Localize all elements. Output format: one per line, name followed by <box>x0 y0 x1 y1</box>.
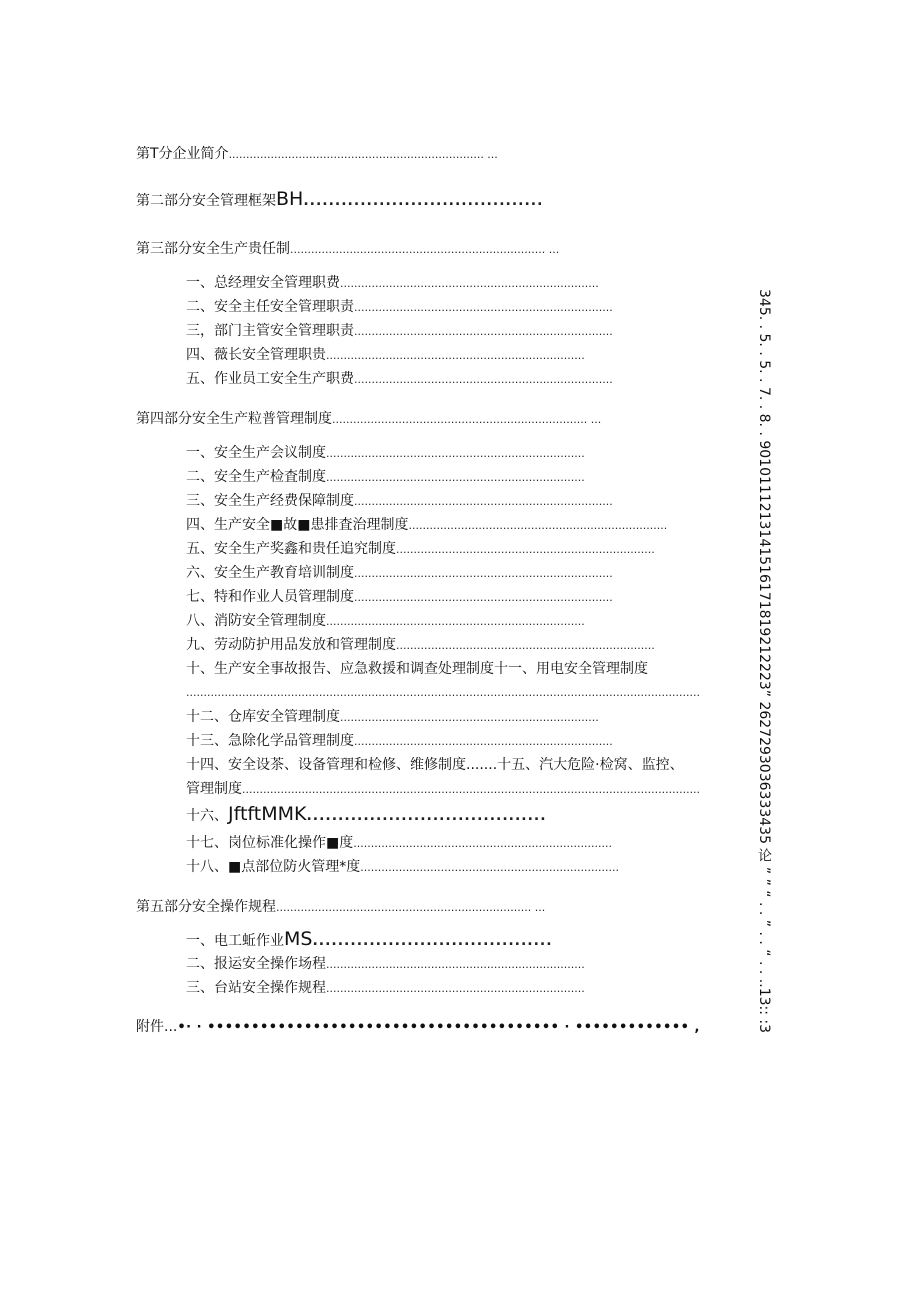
leader-dots: .......................................................................... <box>326 471 585 484</box>
toc-item <box>186 588 613 607</box>
leader-dots: .......................................................................... <box>396 543 655 556</box>
toc-item-label: 三、台站安全操作规程 <box>186 980 326 996</box>
toc-part5 <box>136 898 544 917</box>
toc-item-label: 十八、■点部位防火管理*度 <box>186 859 361 875</box>
leader-dots: .......................................................................... <box>354 495 613 508</box>
toc-item-label: 一、安全生产会议制度 <box>186 445 326 461</box>
toc-item-label: 二、安全主任安全管理职责 <box>186 299 354 315</box>
leader-dots: .......................................................................... <box>354 735 613 748</box>
toc-item <box>186 858 619 877</box>
leader-dots: ......................................................................... ... <box>332 413 602 426</box>
toc-item-10-11 <box>186 660 648 678</box>
toc-item <box>186 540 655 559</box>
toc-part2-suffix: BH <box>276 188 304 210</box>
toc-item-suffix: MS <box>284 928 313 950</box>
toc-part1 <box>136 145 551 164</box>
leader-dots: ......................................................................... ... <box>290 243 560 256</box>
toc-item <box>186 468 585 487</box>
leader-dots: .......................................................................... <box>396 639 655 652</box>
toc-item <box>186 564 613 583</box>
toc-part2-title: 第二部分安全管理框架 <box>136 193 276 209</box>
toc-item-label: 六、安全生产教育培训制度 <box>186 565 354 581</box>
toc-item-label: 四、生产安全■故■患排査治理制度 <box>186 517 409 533</box>
leader-dots: ...................................... <box>312 933 553 949</box>
leader-dots: ................................................................................................................................................... <box>186 686 700 699</box>
leader-dots: .......................................................................... <box>354 301 613 314</box>
toc-item <box>186 274 599 293</box>
toc-part3 <box>136 240 560 259</box>
toc-part2 <box>136 188 544 210</box>
leader-dots: ...................................... <box>306 808 547 824</box>
page-numbers-vertical: 345. . 5. . 5. . 7. . 8. . 9010111213141516171819212223” 2627293036333435 论 ” ” “ . . ” . . “ . . ..13:: :3 <box>756 289 772 1034</box>
toc-item-label: 五、作业员工安全生产职费 <box>186 371 354 387</box>
leader-dots: .......................................................................... <box>326 447 585 460</box>
toc-item-label: 十七、岗位标准化操作■度 <box>186 835 354 851</box>
toc-item <box>186 708 599 727</box>
toc-item <box>186 732 613 751</box>
leader-dots: .......................................................................... <box>326 349 585 362</box>
toc-item-label: 十二、仓库安全管理制度 <box>186 709 340 725</box>
leader-dots: .......................................................................... <box>354 325 613 338</box>
toc-item <box>186 492 613 511</box>
leader-dots: .......................................................................... <box>353 837 612 850</box>
leader-dots: ...................................... <box>303 193 544 209</box>
toc-item-label: 十、生产安全事故报告、应急救援和调查处理制度十一、用电安全管理制度 <box>186 661 648 677</box>
toc-item <box>186 370 613 389</box>
toc-item-10-11-dots <box>186 684 700 702</box>
toc-item-label: 二、报运安全操作场程 <box>186 956 326 972</box>
toc-part3-title: 第三部分安全生产贵任制 <box>136 241 290 257</box>
toc-item <box>186 955 585 974</box>
toc-appendix <box>136 1018 700 1037</box>
leader-dots: .......................................................................... <box>408 519 668 532</box>
toc-item <box>186 636 655 655</box>
toc-item-label: 四、薇长安全管理职贵 <box>186 347 326 363</box>
toc-item-label: 一、总经理安全管理职费 <box>186 275 340 291</box>
leader-dots: .......................................................................... <box>354 373 613 386</box>
toc-item-label: 管理制度 <box>186 781 242 797</box>
toc-item-label: 八、消防安全管理制度 <box>186 613 326 629</box>
leader-dots: .......................................................................... <box>354 591 613 604</box>
toc-item-label: 十四、安全设茶、设备管理和检修、维修制度.......十五、汽大危险·检窝、监控、 <box>186 757 684 773</box>
toc-item <box>186 803 547 825</box>
toc-part1-title: 第T分企业简介 <box>136 146 229 162</box>
leader-dots: .......................................................................... <box>340 711 599 724</box>
leader-dots: .......................................................................... <box>326 982 585 995</box>
toc-item-suffix: JftftMMK <box>228 803 307 825</box>
toc-item <box>186 516 668 535</box>
leader-dots: .......................................................................... <box>326 615 585 628</box>
leader-dots: .......................................................................... <box>354 567 613 580</box>
leader-dots: ......................................................................... ... <box>228 148 498 161</box>
toc-item-label: 三，部门主管安全管理职责 <box>186 323 354 339</box>
toc-item-14-15 <box>186 756 684 774</box>
toc-item-label: 三、安全生产经费保障制度 <box>186 493 354 509</box>
leader-bullets: •· · •••••••••••••••••••••••••••••••••••••••• · ••••••••••••• , <box>177 1020 700 1035</box>
leader-dots: ......................................................................... ... <box>276 901 546 914</box>
leader-dots: .......................................................................... <box>340 277 599 290</box>
toc-item-label: 二、安全生产检査制度 <box>186 469 326 485</box>
toc-item-label: 十三、急除化学品管理制度 <box>186 733 354 749</box>
toc-part4 <box>136 410 602 429</box>
toc-item-label: 五、安全生产奖鑫和贵任追究制度 <box>186 541 396 557</box>
leader-dots: ................................................................................................................................... <box>242 783 701 796</box>
toc-item <box>186 444 585 463</box>
toc-item <box>186 346 585 365</box>
toc-item <box>186 298 613 317</box>
leader-dots: .......................................................................... <box>326 958 585 971</box>
toc-item <box>186 979 585 998</box>
toc-item <box>186 612 585 631</box>
leader-dots: .......................................................................... <box>360 861 619 874</box>
toc-part4-title: 第四部分安全生产粒普管理制度 <box>136 411 332 427</box>
toc-item <box>186 780 701 799</box>
toc-appendix-title: 附件... <box>136 1019 178 1035</box>
toc-item <box>186 928 553 950</box>
toc-item-label: 十六、 <box>186 808 228 824</box>
toc-item <box>186 834 612 853</box>
toc-item-label: 一、电工蚯作业 <box>186 933 284 949</box>
toc-item <box>186 322 613 341</box>
toc-item-label: 九、劳动防护用品发放和管理制度 <box>186 637 396 653</box>
toc-item-label: 七、特和作业人员管理制度 <box>186 589 354 605</box>
toc-part5-title: 第五部分安全操作规程 <box>136 899 276 915</box>
